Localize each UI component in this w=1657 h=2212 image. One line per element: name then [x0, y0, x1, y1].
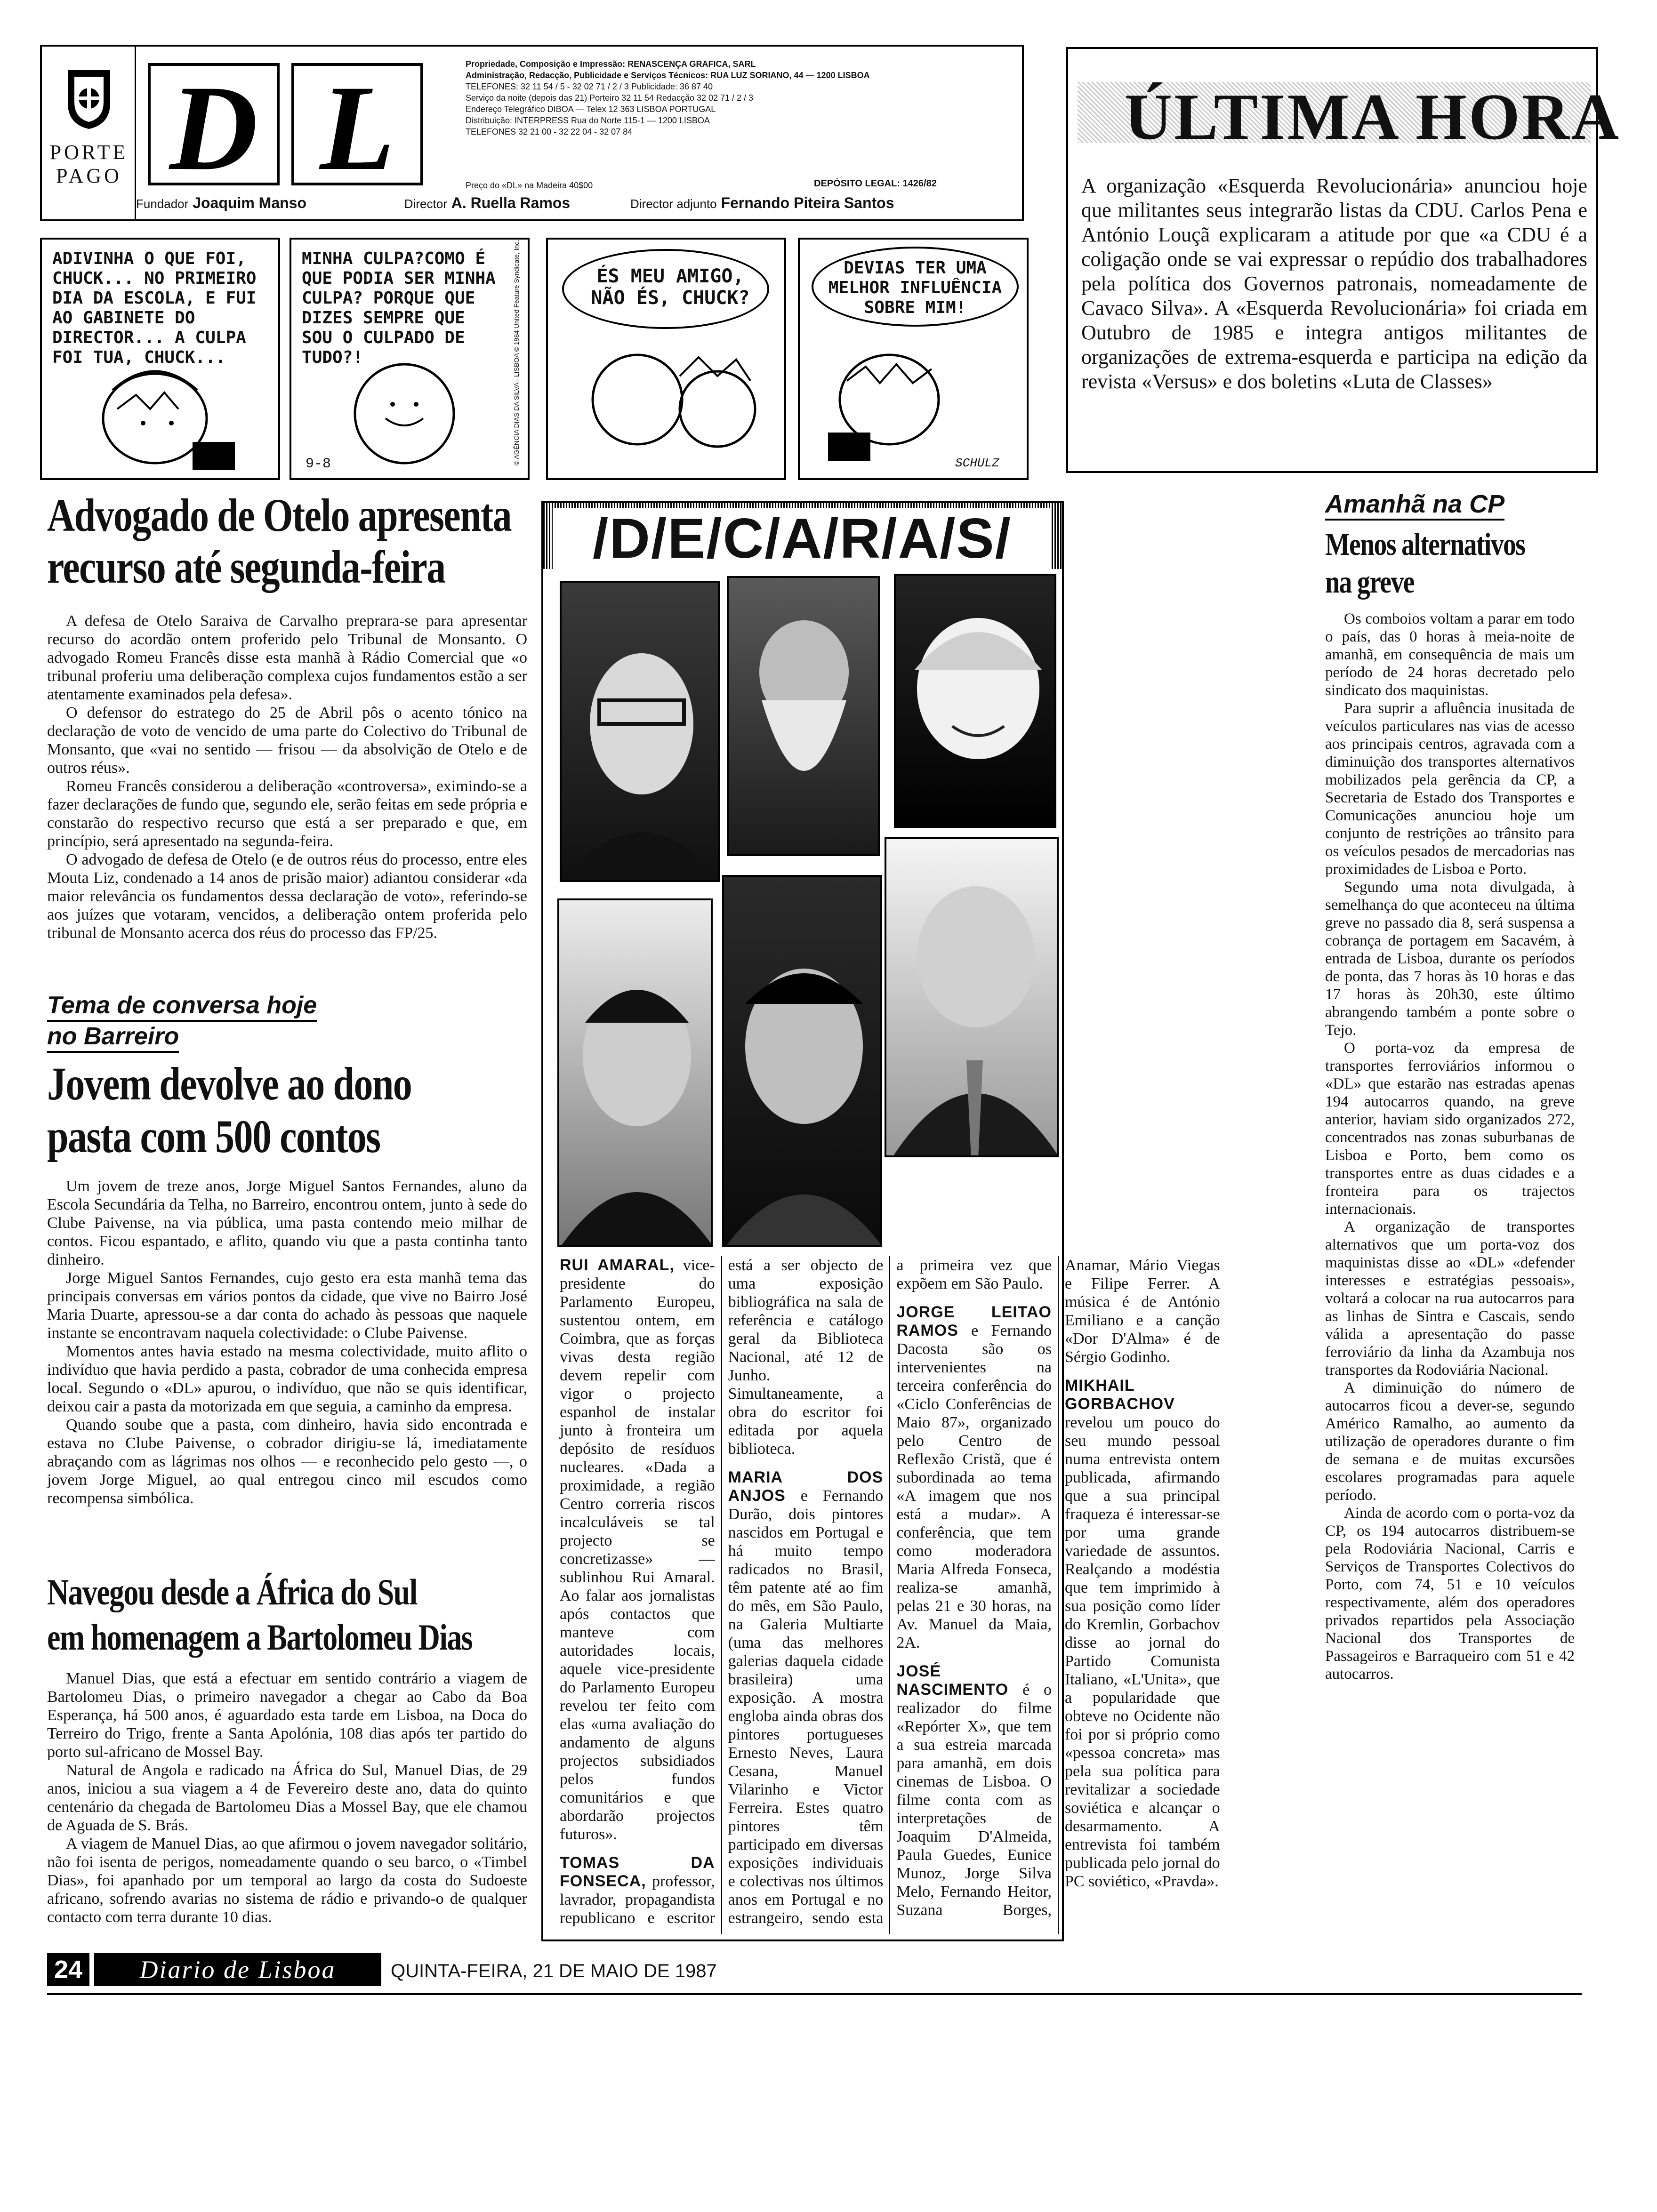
de-caras-text	[560, 1256, 1220, 1934]
staff-line	[136, 193, 1021, 213]
entry-text: e Fernando Durão, dois pintores nascidos em Portugal e há muito tempo radicados no Brasil, têm patente até ao fim do mês, em São Paulo, na Galeria Multiarte (uma das melhores galerias daquela cidade brasileira) uma exposição. A mostra engloba ainda obras dos pintores portugueses Ernesto Neves, Laura Cesana, Manuel Vilarinho e Victor Ferreira. Estes quatro pintores têm participado em diversas exposições individuais e colectivas nos últimos anos em Portugal e no estrangeiro, sendo esta a primeira vez que expõem em São Paulo.	[728, 1257, 1052, 1927]
otelo-paragraph: O advogado de defesa de Otelo (e de outros réus do processo, entre eles Mouta Liz, condenado a 14 anos de prisão maior) adiantou considerar «da maior relevância os fundamentos dessa declaração de voto», referindo-se aos juízes que votaram, vencidos, a deliberação ontem proferida pelo tribunal de Monsanto acerca dos réus do processo das FP/25.	[47, 851, 527, 942]
de-caras-title: /D/E/C/A/R/A/S/	[553, 508, 1052, 569]
portrait-mikhail-gorbachov	[886, 839, 1059, 1157]
porte-text: PORTE	[49, 141, 129, 164]
entry-text: e Fernando Dacosta são os intervenientes na terceira conferência do «Ciclo Conferências de Maio 87», organizado pelo Centro de Reflexão Cristã, que é subordinada ao tema «A imagem que nos está a mudar». A conferência, que tem como moderadora Maria Alfreda Fonseca, realiza-se amanhã, pelas 21 e 30 horas, na Av. Manuel da Maia, 2A.	[896, 1322, 1052, 1651]
barreiro-headline-line2: pasta com 500 contos	[47, 1110, 380, 1162]
cp-paragraph: Os comboios voltam a parar em todo o país, das 0 horas à meia-noite de amanhã, em consequência de mais um período de 24 horas decretado pelo sindicato dos maquinistas.	[1325, 610, 1575, 699]
comic-signature: SCHULZ	[955, 456, 999, 470]
otelo-paragraph: O defensor do estratego do 25 de Abril pôs o acento tónico na declaração de voto de vencido de uma parte do Colectivo do Tribunal de Monsanto, que «vai no sentido — frisou — da absolvição de Otelo e de outros réus».	[47, 704, 527, 777]
entry-jorge-leitao-ramos	[896, 1303, 1052, 1652]
comic-strip	[40, 238, 1029, 480]
article-otelo	[47, 489, 527, 942]
info-line: TELEFONES 32 21 00 - 32 22 04 - 32 07 84	[466, 127, 633, 136]
crest-icon	[63, 65, 115, 131]
adjunto-label: Director adjunto	[630, 197, 717, 211]
africa-headline-line2: em homenagem a Bartolomeu Dias	[47, 1617, 472, 1658]
barreiro-headline-line1: Jovem devolve ao dono	[47, 1058, 412, 1110]
ultima-hora-box	[1066, 47, 1621, 473]
entry-name: MIKHAIL GORBACHOV	[1064, 1377, 1175, 1413]
footer-paper-name: Diario de Lisboa	[94, 1953, 381, 1986]
peppermint-patty-figure	[80, 357, 249, 480]
comic-balloon-3: ÉS MEU AMIGO, NÃO ÉS, CHUCK?	[591, 265, 750, 309]
entry-text: é o realizador do filme «Repórter X», que tem a sua estreia marcada para amanhã, em dois cinemas de Lisboa. O filme conta com as interpretações de Joaquim D'Almeida, Paula Guedes, Eunice Munoz, Jorge Silva Melo, Fernando Heitor, Suzana Borges, Anamar, Mário Viegas e Filipe Ferrer. A música é de António Emiliano e a canção «Dor D'Alma» é de Sérgio Godinho.	[896, 1257, 1220, 1919]
svg-text:D: D	[169, 63, 258, 188]
masthead-info	[466, 58, 1016, 137]
page-footer	[47, 1953, 1582, 1991]
cp-paragraph: Ainda de acordo com o porta-voz da CP, os 194 autocarros distribuem-se pela Rodoviária Nacional, Carris e Serviços de Transportes Colectivos do Porto, com 74, 51 e 10 veículos respectivamente, além dos operadores privados repartidos pela Associação Nacional dos Transportes de Passageiros e Barraqueiro com 51 e 42 autocarros.	[1325, 1505, 1575, 1683]
photo-rui-amaral	[560, 581, 720, 882]
ultima-hora-heading: ÚLTIMA HORA	[1125, 80, 1621, 153]
otelo-headline-line1: Advogado de Otelo apresenta	[47, 489, 512, 541]
charlie-brown-figure-2	[576, 348, 764, 477]
info-line: Administração, Redacção, Publicidade e Serviços Técnicos: RUA LUZ SORIANO, 44 — 1200 LISBOA	[466, 71, 870, 80]
page-number: 24	[47, 1953, 89, 1986]
peppermint-patty-figure-2	[819, 343, 1016, 470]
barreiro-body	[47, 1177, 527, 1507]
footer-date: QUINTA-FEIRA, 21 DE MAIO DE 1987	[391, 1961, 717, 1981]
info-line: Distribuição: INTERPRESS Rua do Norte 115-1 — 1200 LISBOA	[466, 116, 710, 125]
porte-pago-block	[42, 47, 136, 221]
cp-paragraph: A organização de transportes alternativos que um porta-voz dos maquinistas disse ao «DL» «defender interesses e estratégias pessoais», voltará a colocar na rua autocarros para as linhas de Sintra e Cascais, sendo válida a apresentação do passe ferroviário da linha da Azambuja nos transportes da Rodoviária Nacional.	[1325, 1218, 1575, 1378]
cp-headline-line1: Menos alternativos	[1325, 526, 1525, 562]
fundador-label: Fundador	[136, 197, 189, 211]
dl-logo	[148, 63, 430, 188]
entry-name: MARIA DOS ANJOS	[728, 1468, 884, 1505]
cp-paragraph: Para suprir a afluência inusitada de veículos particulares nas vias de acesso aos principais centros, agravada com a diminuição dos transportes alternativos mobilizados pela gerência da CP, a Secretaria de Estado dos Transportes e Comunicações anunciou hoje um conjunto de restrições ao trânsito para os veículos pesados de mercadorias nas proximidades de Lisboa e Porto.	[1325, 700, 1575, 878]
africa-headline-line1: Navegou desde a África do Sul	[47, 1571, 417, 1612]
director-name: A. Ruella Ramos	[451, 194, 571, 211]
ultima-hora-text: A organização «Esquerda Revolucionária» anunciou hoje que militantes seus integrarão listas da CDU. Carlos Pena e António Louçã explicaram a atitude por que «a CDU é a coligação onde se vai expressar o repúdio dos trabalhadores pela política dos Governos patronais, nomeadamente de Cavaco Silva». A «Esquerda Revolucionária» foi criada em Outubro de 1985 e integra antigos militantes de organizações de extrema-esquerda e participa na edição da revista «Versus» e dos boletins «Luta de Classes»	[1081, 174, 1587, 393]
comic-balloon-2: MINHA CULPA?COMO É QUE PODIA SER MINHA CULPA? PORQUE QUE DIZES SEMPRE QUE SOU O CULPADO DE TUDO?!	[302, 249, 496, 367]
footer-rule	[47, 1993, 1582, 1995]
entry-text: vice-presidente do Parlamento Europeu, sustentou ontem, em Coimbra, que as forças vivas desta região devem repelir com vigor o projecto espanhol de instalar junto à fronteira um depósito de resíduos nucleares. «Dada a proximidade, a região Centro correria riscos incalculáveis se tal projecto se concretizasse» — sublinhou Rui Amaral. Ao falar aos jornalistas após contactos que manteve com autoridades locais, aquele vice-presidente do Parlamento Europeu revelou ter feito com elas «uma avaliação do andamento de alguns projectos subsidiados pelos fundos comunitários e que abordarão projectos futuros».	[560, 1257, 715, 1843]
africa-paragraph: Manuel Dias, que está a efectuar em sentido contrário a viagem de Bartolomeu Dias, o primeiro navegador a chegar ao Cabo da Boa Esperança, há 500 anos, é aguardado esta tarde em Lisboa, na Doca do Terreiro do Trigo, frente a Santa Apolónia, 108 dias após ter partido do porto sul-africano de Mossel Bay.	[47, 1670, 527, 1761]
ultima-hora-title	[1078, 68, 1621, 162]
otelo-paragraph: Romeu Francês considerou a deliberação «controversa», eximindo-se a fazer declarações de fundo que, segundo ele, serão feitas em sede própria e constarão do respectivo recurso que está a ser preparado e que, em princípio, será apresentado na segunda-feira.	[47, 777, 527, 850]
barreiro-kicker	[47, 991, 527, 1053]
comic-date-mark: 9-8	[306, 456, 331, 472]
info-line: Serviço da noite (depois das 21) Porteiro 32 11 54 Redacção 32 02 71 / 2 / 3	[466, 93, 754, 103]
fundador-name: Joaquim Manso	[193, 194, 307, 211]
de-caras-section	[541, 501, 1220, 1941]
barreiro-kicker-line2: no Barreiro	[47, 1022, 179, 1053]
otelo-headline-line2: recurso até segunda-feira	[47, 541, 445, 593]
portrait-tomas-da-fonseca	[729, 578, 880, 856]
portrait-jose-nascimento	[724, 877, 882, 1247]
article-africa	[47, 1570, 527, 1926]
portrait-jorge-leitao-ramos	[559, 900, 713, 1247]
entry-mikhail-gorbachov	[1065, 1377, 1220, 1891]
barreiro-paragraph: Jorge Miguel Santos Fernandes, cujo gesto era esta manhã tema das principais conversas em vários pontos da cidade, que vive no Bairro José Maria Duarte, apressou-se a dar conta do achado às pessoas que naquele instante se encontravam naquela colectividade: o Clube Paivense.	[47, 1269, 527, 1342]
pago-text: PAGO	[56, 164, 122, 187]
masthead	[40, 45, 1024, 221]
photo-jorge-leitao-ramos	[557, 898, 713, 1247]
comic-credit: © AGÊNCIA DIAS DA SILVA - LISBOA © 1984 United Feature Syndicate, Inc.	[513, 240, 520, 465]
cp-body	[1325, 610, 1575, 1683]
otelo-paragraph: A defesa de Otelo Saraiva de Carvalho preprara-se para apresentar recurso do acordão ontem proferido pelo Tribunal de Monsanto. O advogado Romeu Francês disse esta manhã à Rádio Comercial que «o tribunal proferiu uma deliberação complexa cujos fundamentos estão a ser atentamente examinados pela defesa».	[47, 612, 527, 703]
photo-mikhail-gorbachov	[885, 837, 1059, 1157]
cp-headline-line2: na greve	[1325, 564, 1414, 600]
portrait-maria-dos-anjos	[896, 576, 1056, 828]
comic-balloon-1: ADIVINHA O QUE FOI, CHUCK... NO PRIMEIRO DIA DA ESCOLA, E FUI AO GABINETE DO DIRECTOR... A CULPA FOI TUA, CHUCK...	[52, 249, 257, 367]
info-line: Endereço Telegráfico DIBOA — Telex 12 363 LISBOA PORTUGAL	[466, 104, 716, 114]
comic-panel-2	[290, 238, 530, 480]
entry-name: TOMAS DA FONSECA,	[560, 1854, 715, 1890]
comic-panel-4	[798, 238, 1029, 480]
barreiro-kicker-line1: Tema de conversa hoje	[47, 991, 317, 1022]
price-line: Preço do «DL» na Madeira 40$00	[466, 181, 593, 190]
photo-jose-nascimento	[722, 875, 882, 1247]
comic-panel-3	[546, 238, 786, 480]
entry-name: JOSÉ NASCIMENTO	[896, 1662, 1009, 1699]
photo-tomas-da-fonseca	[727, 576, 880, 856]
article-cp	[1325, 489, 1589, 1683]
entry-name: JORGE LEITAO RAMOS	[896, 1303, 1052, 1339]
svg-text:L: L	[320, 63, 395, 188]
africa-paragraph: Natural de Angola e radicado na África do Sul, Manuel Dias, de 29 anos, iniciou a sua viagem a 4 de Fevereiro deste ano, data do quinto centenário da chegada de Bartolomeu Dias a Mossel Bay, que ele chamou de Aguada de S. Brás.	[47, 1762, 527, 1834]
info-line: TELEFONES: 32 11 54 / 5 - 32 02 71 / 2 / 3 Publicidade: 36 87 40	[466, 82, 713, 91]
cp-paragraph: Segundo uma nota divulgada, à semelhança do que aconteceu na última greve no passado dia 8, será suspensa a cobrança de portagem em Sacavém, à entrada de Lisboa, durante os períodos de ponta, das 7 horas às 10 horas e das 17 horas às 20h30, este último abrangendo também a ponte sobre o Tejo.	[1325, 879, 1575, 1039]
barreiro-paragraph: Momentos antes havia estado na mesma colectividade, muito aflito o indivíduo que havia perdido a pasta, cobrador de uma conhecida empresa local. Segundo o «DL» apurou, o indivíduo, que não se quis identificar, deixou cair a pasta da motorizada em que seguia, a caminho da empresa.	[47, 1343, 527, 1415]
dl-logo-letters	[148, 63, 430, 188]
article-barreiro	[47, 991, 527, 1507]
deposito-legal: DEPÓSITO LEGAL: 1426/82	[814, 178, 937, 189]
entry-rui-amaral	[560, 1256, 715, 1843]
director-label: Director	[404, 197, 447, 211]
entry-text: revelou um pouco do seu mundo pessoal numa entrevista ontem publicada, afirmando que a sua principal fraqueza é interessar-se por uma grande variedade de assuntos. Realçando a modéstia que tem imprimido à sua posição como líder do Kremlin, Gorbachov disse ao jornal do Partido Comunista Italiano, «L'Unita», que a popularidade que obteve no Ocidente não foi por si próprio como «pessoa concreta» mas pela sua política para revitalizar a sociedade soviética e alcançar o desarmamento. A entrevista foi também publicada pelo jornal do PC soviético, «Pravda».	[1064, 1414, 1220, 1890]
cp-kicker: Amanhã na CP	[1325, 489, 1504, 521]
cp-paragraph: O porta-voz da empresa de transportes ferroviários informou o «DL» que estarão nas estradas apenas 194 autocarros quando, na greve anterior, haviam sido organizados 272, concentrados nas zonas suburbanas de Lisboa e Porto, bem como os transportes entre as duas cidades e a fronteira para os trajectos internacionais.	[1325, 1040, 1575, 1218]
otelo-body	[47, 612, 527, 942]
charlie-brown-figure	[310, 362, 489, 480]
comic-balloon-4: DEVIAS TER UMA MELHOR INFLUÊNCIA SOBRE MIM!	[828, 258, 1002, 317]
cp-paragraph: A diminuição do número de autocarros ficou a dever-se, segundo Américo Ramalho, ao aumento da utilização de operadores durante o fim de semana e de muitas excursões escolares programadas para aquele período.	[1325, 1379, 1575, 1504]
photo-maria-dos-anjos	[894, 574, 1056, 828]
portrait-rui-amaral	[562, 583, 720, 882]
entry-name: RUI AMARAL,	[560, 1256, 675, 1274]
info-line: Propriedade, Composição e Impressão: RENASCENÇA GRAFICA, SARL	[466, 59, 756, 69]
africa-body	[47, 1669, 527, 1926]
africa-paragraph: A viagem de Manuel Dias, ao que afirmou o jovem navegador solitário, não foi isenta de perigos, nomeadamente quando o seu barco, o «Timbel Dias», foi apanhado por um temporal ao largo da costa do Sudoeste africano, sofrendo avarias no sistema de rádio e privando-o de qualquer contacto com terra durante 10 dias.	[47, 1835, 527, 1926]
barreiro-paragraph: Um jovem de treze anos, Jorge Miguel Santos Fernandes, aluno da Escola Secundária da Telha, no Barreiro, encontrou ontem, junto à sede do Clube Paivense, na via pública, uma pasta contendo meio milhar de contos. Ficou espantado, e aflito, quando viu que a pasta continha tanto dinheiro.	[47, 1178, 527, 1268]
comic-panel-1	[40, 238, 280, 480]
entry-text: professor, lavrador, propagandista republicano e escritor está a ser objecto de uma exposição bibliográfica na sala de referência e catálogo geral da Biblioteca Nacional, até 12 de Junho. Simultaneamente, a obra do escritor foi editada por aquela biblioteca.	[560, 1257, 884, 1927]
porte-pago-label	[42, 141, 136, 188]
barreiro-paragraph: Quando soube que a pasta, com dinheiro, havia sido encontrada e estava no Clube Paivense, o cobrador dirigiu-se lá, imediatamente abraçando com as lágrimas nos olhos — e reconhecido pelo gesto —, o jovem Jorge Miguel, ao qual entregou cinco mil escudos como recompensa simbólica.	[47, 1416, 527, 1507]
adjunto-name: Fernando Piteira Santos	[721, 194, 894, 211]
